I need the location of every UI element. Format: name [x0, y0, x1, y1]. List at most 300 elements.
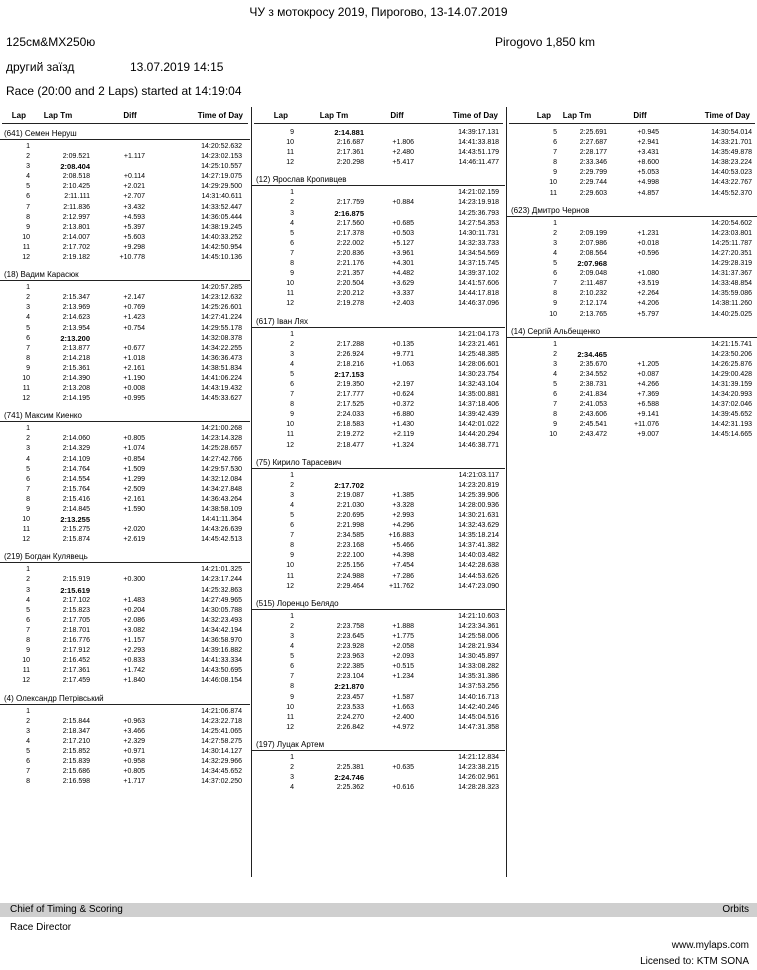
class-name: 125см&MX250ю: [6, 35, 96, 49]
header-lap: Lap: [11, 111, 26, 120]
lap-row: [252, 582, 505, 592]
lap-time: 2:07.968: [577, 259, 607, 269]
lap-row: [507, 289, 757, 299]
time-of-day: 14:27:20.351: [711, 249, 752, 257]
lap-number: 9: [290, 411, 294, 419]
lap-number: 3: [26, 727, 30, 735]
lap-time: 2:10.232: [579, 290, 607, 298]
lap-diff: +2.509: [123, 485, 145, 493]
lap-number: 11: [286, 572, 294, 580]
lap-time: 2:35.670: [579, 360, 607, 368]
lap-row: [0, 192, 250, 202]
lap-diff: +0.677: [123, 344, 145, 352]
lap-row: [507, 269, 757, 279]
lap-number: 2: [26, 576, 30, 584]
time-of-day: 14:25:26.601: [201, 304, 242, 312]
lap-time: 2:33.346: [579, 159, 607, 167]
lap-diff: +3.466: [123, 727, 145, 735]
time-of-day: 14:30:14.127: [201, 747, 242, 755]
lap-diff: +1.063: [392, 360, 414, 368]
lap-number: 10: [286, 703, 294, 711]
lap-number: 4: [553, 249, 557, 257]
time-of-day: 14:40:25.025: [711, 310, 752, 318]
lap-row: [252, 491, 505, 501]
lap-number: 11: [286, 713, 294, 721]
lap-number: 9: [553, 169, 557, 177]
lap-time: 2:45.541: [579, 421, 607, 429]
time-of-day: 14:42:50.954: [201, 243, 242, 251]
lap-number: 4: [26, 455, 30, 463]
lap-diff: +1.018: [123, 354, 145, 362]
time-of-day: 14:37:15.745: [458, 260, 499, 268]
lap-number: 3: [290, 774, 294, 782]
lap-time: 2:18.347: [62, 727, 90, 735]
rider-block: [0, 269, 250, 404]
lap-number: 8: [290, 542, 294, 550]
lap-diff: +3.082: [123, 626, 145, 634]
time-of-day: 14:27:54.353: [458, 219, 499, 227]
lap-time: 2:17.525: [336, 401, 364, 409]
lap-diff: +0.945: [637, 129, 659, 136]
time-of-day: 14:23:14.328: [201, 435, 242, 443]
time-of-day: 14:37:18.406: [458, 401, 499, 409]
lap-time: 2:11.836: [63, 203, 90, 211]
time-of-day: 14:27:58.275: [201, 737, 242, 745]
time-of-day: 14:29:28.319: [711, 260, 752, 268]
lap-row: [252, 713, 505, 723]
time-of-day: 14:46:08.154: [201, 677, 242, 685]
time-of-day: 14:44:20.294: [458, 431, 499, 439]
best-lap-row: [0, 334, 250, 344]
lap-time: 2:22.002: [336, 239, 364, 247]
time-of-day: 14:41:06.224: [201, 374, 242, 382]
lap-time: 2:23.168: [336, 542, 364, 550]
lap-time: 2:25.691: [579, 129, 607, 136]
lap-number: 7: [26, 768, 30, 776]
lap-time: 2:24.988: [336, 572, 364, 580]
lap-diff: +3.961: [392, 249, 414, 257]
rider-block: [252, 128, 505, 168]
lap-number: 2: [26, 153, 30, 161]
lap-number: 12: [22, 677, 30, 685]
lap-diff: +2.293: [123, 647, 145, 655]
rider-name: (515) Лоренцо Белядо: [252, 598, 505, 610]
time-of-day: 14:25:11.787: [711, 239, 752, 247]
lap-number: 4: [553, 370, 557, 378]
lap-number: 11: [286, 149, 294, 157]
time-of-day: 14:21:10.603: [458, 612, 499, 620]
lap-diff: +2.197: [392, 380, 414, 388]
header-lap-time: Lap Tm: [319, 111, 349, 120]
time-of-day: 14:23:02.153: [201, 153, 242, 161]
lap-row: [252, 763, 505, 773]
lap-row: [252, 612, 505, 622]
lap-row: [252, 471, 505, 481]
lap-number: 7: [290, 673, 294, 681]
lap-row: [0, 142, 250, 152]
lap-number: 8: [290, 683, 294, 691]
lap-time: 2:25.156: [336, 562, 364, 570]
lap-number: 4: [290, 360, 294, 368]
lap-number: 10: [22, 516, 30, 524]
lap-time: 2:15.839: [62, 757, 90, 765]
time-of-day: 14:35:18.214: [458, 532, 499, 540]
rider-block: [507, 128, 757, 199]
rider-block: [0, 551, 250, 686]
lap-time: 2:13.801: [62, 223, 90, 231]
lap-diff: +2.403: [392, 300, 414, 308]
lap-number: 5: [553, 129, 557, 136]
rider-name: (18) Вадим Карасюк: [0, 269, 250, 281]
lap-number: 5: [26, 324, 30, 332]
lap-row: [0, 233, 250, 243]
lap-diff: +0.854: [123, 455, 145, 463]
lap-number: 2: [290, 763, 294, 771]
lap-row: [507, 410, 757, 420]
lap-row: [0, 324, 250, 334]
lap-diff: +1.430: [392, 421, 414, 429]
lap-row: [507, 299, 757, 309]
lap-diff: +1.234: [392, 673, 414, 681]
lap-number: 10: [549, 431, 557, 439]
lap-row: [0, 565, 250, 575]
lap-row: [252, 158, 505, 168]
lap-row: [0, 656, 250, 666]
time-of-day: 14:34:27.848: [201, 485, 242, 493]
lap-number: 9: [290, 693, 294, 701]
time-of-day: 14:34:22.255: [201, 344, 242, 352]
lap-row: [0, 575, 250, 585]
time-of-day: 14:38:58.109: [201, 506, 242, 513]
lap-diff: +5.603: [123, 233, 145, 241]
lap-time: 2:12.174: [579, 300, 607, 308]
lap-time: 2:41.834: [579, 391, 607, 399]
lap-number: 9: [553, 421, 557, 429]
lap-time: 2:15.844: [62, 717, 90, 725]
lap-row: [0, 676, 250, 686]
lap-time: 2:13.954: [62, 324, 90, 332]
lap-diff: +0.971: [123, 747, 145, 755]
lap-time: 2:23.104: [336, 673, 364, 681]
header-rule: [509, 123, 755, 124]
lap-diff: +0.805: [123, 435, 145, 443]
lap-diff: +1.074: [123, 445, 145, 453]
lap-row: [0, 394, 250, 404]
lap-row: [0, 354, 250, 364]
lap-number: 8: [26, 778, 30, 786]
lap-row: [252, 511, 505, 521]
lap-row: [252, 279, 505, 289]
lap-diff: +10.778: [119, 254, 145, 262]
lap-row: [507, 400, 757, 410]
lap-row: [507, 370, 757, 380]
lap-number: 1: [290, 612, 294, 620]
rider-name: (75) Кирило Тарасевич: [252, 457, 505, 469]
time-of-day: 14:42:31.193: [711, 421, 752, 429]
lap-diff: +1.663: [392, 703, 414, 711]
time-of-day: 14:34:20.993: [711, 391, 752, 399]
lap-number: 10: [286, 421, 294, 429]
lap-time: 2:15.347: [62, 294, 90, 302]
lap-row: [507, 148, 757, 158]
lap-time: 2:15.416: [62, 495, 90, 503]
lap-number: 4: [290, 501, 294, 509]
lap-row: [252, 541, 505, 551]
lap-number: 9: [290, 552, 294, 560]
lap-row: [0, 475, 250, 485]
time-of-day: 14:29:57.530: [201, 465, 242, 473]
lap-diff: +4.972: [392, 723, 414, 731]
time-of-day: 14:36:58.970: [201, 637, 242, 645]
time-of-day: 14:33:48.854: [711, 280, 752, 288]
best-lap-row: [507, 350, 757, 360]
lap-diff: +8.600: [637, 159, 659, 167]
lap-time: 2:18.583: [336, 421, 364, 429]
lap-time: 2:17.702: [62, 243, 90, 251]
lap-row: [252, 723, 505, 733]
lap-diff: +2.941: [637, 139, 659, 147]
time-of-day: 14:20:52.632: [201, 143, 242, 150]
lap-number: 8: [26, 213, 30, 221]
lap-row: [252, 632, 505, 642]
time-of-day: 14:38:19.245: [201, 223, 242, 231]
lap-number: 7: [26, 203, 30, 211]
time-of-day: 14:23:50.206: [711, 350, 752, 358]
lap-number: 12: [286, 723, 294, 731]
lap-number: 6: [290, 380, 294, 388]
lap-time: 2:41.053: [579, 401, 607, 409]
time-of-day: 14:21:12.834: [458, 753, 499, 761]
lap-diff: +4.482: [392, 270, 414, 278]
lap-diff: +5.397: [123, 223, 145, 231]
lap-diff: +1.117: [123, 153, 145, 161]
lap-time: 2:17.777: [336, 391, 364, 399]
lap-diff: +7.454: [392, 562, 414, 570]
lap-row: [0, 455, 250, 465]
lap-time: 2:16.598: [62, 778, 90, 786]
lap-row: [507, 360, 757, 370]
lap-row: [0, 172, 250, 182]
time-of-day: 14:31:37.367: [711, 270, 752, 278]
lap-row: [0, 243, 250, 253]
lap-diff: +5.797: [637, 310, 659, 318]
lap-number: 7: [26, 485, 30, 493]
lap-diff: +9.141: [637, 411, 659, 419]
lap-time: 2:08.564: [579, 249, 607, 257]
time-of-day: 14:45:33.627: [201, 395, 242, 403]
rider-block: [252, 739, 505, 793]
lap-time: 2:10.425: [62, 183, 90, 191]
lap-diff: +2.264: [637, 290, 659, 298]
lap-time: 2:34.465: [577, 349, 607, 359]
lap-time: 2:17.560: [336, 219, 364, 227]
lap-time: 2:24.033: [336, 411, 364, 419]
time-of-day: 14:23:38.215: [458, 763, 499, 771]
lap-time: 2:15.874: [62, 536, 90, 544]
lap-row: [507, 420, 757, 430]
time-of-day: 14:35:00.881: [458, 391, 499, 399]
lap-time: 2:20.504: [336, 280, 364, 288]
lap-diff: +0.596: [637, 249, 659, 257]
lap-time: 2:14.623: [62, 314, 90, 322]
lap-time: 2:17.288: [336, 340, 364, 348]
lap-diff: +2.993: [392, 512, 414, 519]
time-of-day: 14:20:54.602: [711, 219, 752, 227]
lap-number: 10: [549, 179, 557, 187]
lap-diff: +2.161: [123, 364, 145, 372]
lap-diff: +2.147: [123, 294, 145, 302]
lap-row: [507, 158, 757, 168]
lap-diff: +2.119: [392, 431, 414, 439]
best-lap-row: [0, 515, 250, 525]
lap-number: 3: [553, 239, 557, 247]
lap-number: 9: [26, 364, 30, 372]
lap-row: [507, 128, 757, 138]
lap-number: 6: [553, 139, 557, 147]
lap-diff: +11.762: [389, 582, 414, 590]
lap-time: 2:21.030: [336, 501, 364, 509]
lap-row: [0, 313, 250, 323]
lap-time: 2:17.912: [62, 647, 90, 655]
lap-row: [252, 229, 505, 239]
lap-time: 2:28.177: [579, 149, 607, 157]
time-of-day: 14:33:08.282: [458, 663, 499, 671]
lap-number: 6: [26, 475, 30, 483]
lap-row: [252, 430, 505, 440]
lap-number: 2: [553, 229, 557, 237]
race-info: Race (20:00 and 2 Laps) started at 14:19:04: [6, 84, 242, 98]
time-of-day: 14:32:23.493: [201, 616, 242, 624]
time-of-day: 14:43:22.767: [711, 179, 752, 187]
lap-number: 6: [553, 270, 557, 278]
website-link[interactable]: www.mylaps.com: [671, 940, 749, 951]
rider-block: [0, 128, 250, 263]
time-of-day: 14:43:50.695: [201, 667, 242, 675]
lap-row: [0, 525, 250, 535]
lap-number: 4: [26, 596, 30, 604]
lap-row: [252, 662, 505, 672]
lap-time: 2:19.350: [336, 380, 364, 388]
lap-diff: +1.231: [637, 229, 659, 237]
lap-diff: +2.619: [123, 536, 145, 544]
rider-name: (197) Луцак Артем: [252, 739, 505, 751]
lap-row: [252, 652, 505, 662]
license-text: Licensed to: KTM SONA: [640, 956, 749, 967]
lap-diff: +0.624: [392, 391, 414, 399]
time-of-day: 14:26:02.961: [458, 774, 499, 782]
lap-row: [0, 152, 250, 162]
lap-number: 9: [26, 506, 30, 513]
lap-diff: +1.080: [637, 270, 659, 278]
time-of-day: 14:23:21.461: [458, 340, 499, 348]
lap-diff: +1.509: [123, 465, 145, 473]
lap-diff: +4.857: [637, 189, 659, 197]
lap-number: 12: [286, 582, 294, 590]
time-of-day: 14:21:03.117: [458, 471, 499, 479]
lap-time: 2:20.836: [336, 249, 364, 257]
lap-row: [0, 596, 250, 606]
lap-row: [0, 444, 250, 454]
lap-number: 12: [22, 536, 30, 544]
lap-time: 2:17.459: [62, 677, 90, 685]
lap-number: 9: [290, 270, 294, 278]
lap-row: [252, 198, 505, 208]
lap-row: [0, 465, 250, 475]
lap-row: [507, 168, 757, 178]
rider-block: [252, 598, 505, 733]
rider-block: [0, 410, 250, 545]
lap-number: 7: [290, 391, 294, 399]
lap-diff: +0.008: [123, 385, 145, 393]
time-of-day: 14:34:54.569: [458, 249, 499, 257]
lap-diff: +4.398: [392, 552, 414, 560]
lap-time: 2:21.998: [336, 522, 364, 530]
lap-time: 2:29.799: [579, 169, 607, 177]
lap-number: 10: [549, 310, 557, 318]
lap-number: 2: [290, 481, 294, 489]
lap-diff: +2.161: [123, 495, 145, 503]
lap-diff: +4.301: [392, 260, 414, 268]
lap-number: 1: [553, 219, 557, 227]
lap-number: 4: [290, 219, 294, 227]
lap-diff: +1.587: [392, 693, 414, 701]
lap-time: 2:13.208: [62, 385, 90, 393]
time-of-day: 14:25:58.006: [458, 632, 499, 640]
time-of-day: 14:43:26.639: [201, 526, 242, 534]
lap-diff: +0.372: [392, 401, 414, 409]
lap-time: 2:08.404: [60, 162, 90, 172]
lap-row: [252, 350, 505, 360]
lap-time: 2:18.216: [336, 360, 364, 368]
lap-number: 5: [26, 747, 30, 755]
lap-row: [0, 717, 250, 727]
lap-time: 2:17.378: [336, 229, 364, 237]
lap-row: [252, 441, 505, 451]
lap-diff: +1.775: [392, 632, 414, 640]
time-of-day: 14:40:03.482: [458, 552, 499, 560]
lap-row: [507, 249, 757, 259]
time-of-day: 14:34:42.194: [201, 626, 242, 634]
rider-name: (641) Семен Неруш: [0, 128, 250, 140]
time-of-day: 14:39:17.131: [458, 129, 499, 136]
chief-of-timing: Chief of Timing & Scoring: [10, 904, 123, 915]
lap-time: 2:16.452: [62, 657, 90, 665]
best-lap-row: [252, 128, 505, 138]
lap-diff: +1.742: [123, 667, 145, 675]
lap-number: 1: [26, 143, 30, 150]
lap-diff: +0.958: [123, 757, 145, 765]
lap-diff: +4.266: [637, 380, 659, 388]
session-name: другий заїзд: [6, 60, 75, 74]
header-time-of-day: Time of Day: [704, 111, 750, 120]
lap-number: 8: [26, 637, 30, 645]
lap-diff: +1.806: [392, 139, 414, 147]
lap-diff: +0.833: [123, 657, 145, 665]
lap-diff: +6.588: [637, 401, 659, 409]
lap-time: 2:43.472: [579, 431, 607, 439]
lap-number: 8: [290, 401, 294, 409]
lap-time: 2:21.357: [336, 270, 364, 278]
time-of-day: 14:45:10.136: [201, 254, 242, 262]
time-of-day: 14:46:38.771: [458, 441, 499, 449]
lap-row: [0, 767, 250, 777]
time-of-day: 14:33:52.447: [201, 203, 242, 211]
time-of-day: 14:37:53.256: [458, 683, 499, 691]
time-of-day: 14:36:05.444: [201, 213, 242, 221]
header-time-of-day: Time of Day: [452, 111, 498, 120]
lap-number: 3: [290, 209, 294, 217]
lap-diff: +0.204: [123, 606, 145, 614]
